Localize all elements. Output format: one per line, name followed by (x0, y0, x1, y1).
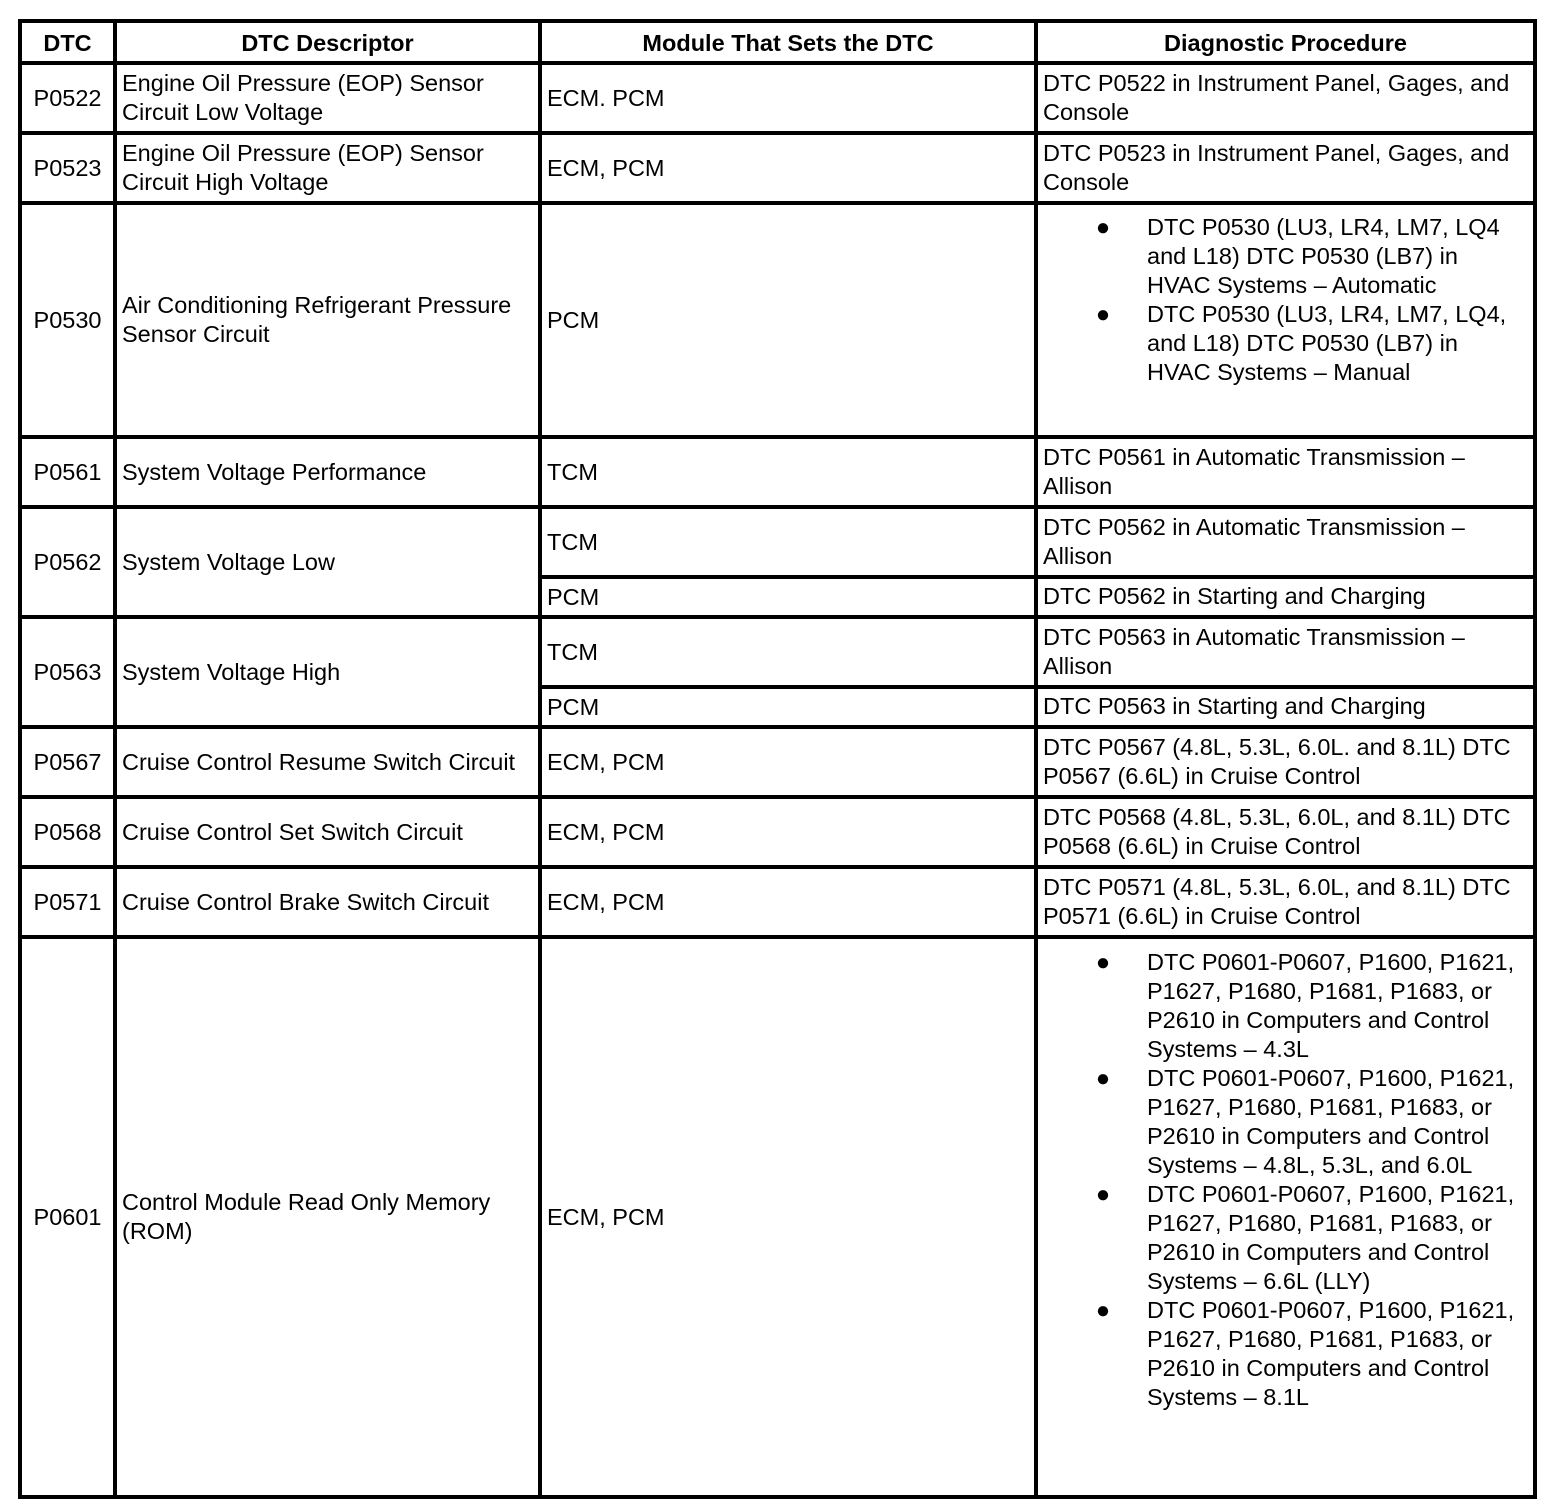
header-module: Module That Sets the DTC (540, 21, 1036, 63)
bullet-icon: ● (1095, 949, 1111, 976)
bullet-icon: ● (1095, 1065, 1111, 1092)
procedure-list (1043, 213, 1527, 387)
dtc-code: P0571 (20, 867, 115, 937)
dtc-code: P0561 (20, 437, 115, 507)
dtc-module: PCM (540, 203, 1036, 437)
bullet-icon: ● (1095, 214, 1111, 241)
header-procedure: Diagnostic Procedure (1036, 21, 1535, 63)
header-descriptor: DTC Descriptor (115, 21, 540, 63)
dtc-descriptor: System Voltage Low (115, 507, 540, 617)
dtc-code: P0530 (20, 203, 115, 437)
dtc-module: TCM (540, 437, 1036, 507)
dtc-procedure: DTC P0523 in Instrument Panel, Gages, and Console (1036, 133, 1535, 203)
table-row (20, 63, 1535, 133)
dtc-code: P0522 (20, 63, 115, 133)
dtc-module: ECM, PCM (540, 937, 1036, 1497)
table-row (20, 867, 1535, 937)
table-row (20, 727, 1535, 797)
procedure-item: DTC P0601-P0607, P1600, P1621, P1627, P1680, P1681, P1683, or P2610 in Computers and Control Systems – 4.3L (1147, 949, 1515, 1062)
table-row (20, 617, 1535, 687)
dtc-procedure (1036, 203, 1535, 437)
bullet-icon: ● (1095, 1297, 1111, 1324)
dtc-table (18, 19, 1537, 1499)
dtc-module: PCM (540, 577, 1036, 617)
dtc-procedure: DTC P0562 in Starting and Charging (1036, 577, 1535, 617)
dtc-descriptor: Control Module Read Only Memory (ROM) (115, 937, 540, 1497)
dtc-descriptor: Engine Oil Pressure (EOP) Sensor Circuit Low Voltage (115, 63, 540, 133)
list-item (1043, 948, 1527, 1064)
dtc-module: TCM (540, 507, 1036, 577)
dtc-descriptor: System Voltage High (115, 617, 540, 727)
dtc-code: P0562 (20, 507, 115, 617)
dtc-code: P0601 (20, 937, 115, 1497)
dtc-procedure: DTC P0568 (4.8L, 5.3L, 6.0L, and 8.1L) DTC P0568 (6.6L) in Cruise Control (1036, 797, 1535, 867)
table-row (20, 937, 1535, 1497)
dtc-module: TCM (540, 617, 1036, 687)
list-item (1043, 1296, 1527, 1412)
procedure-item: DTC P0601-P0607, P1600, P1621, P1627, P1680, P1681, P1683, or P2610 in Computers and Control Systems – 8.1L (1147, 1297, 1515, 1410)
dtc-procedure: DTC P0562 in Automatic Transmission – Allison (1036, 507, 1535, 577)
table-row (20, 797, 1535, 867)
dtc-descriptor: Cruise Control Brake Switch Circuit (115, 867, 540, 937)
list-item (1043, 213, 1527, 300)
list-item (1043, 300, 1527, 387)
dtc-module: ECM, PCM (540, 797, 1036, 867)
procedure-item: DTC P0601-P0607, P1600, P1621, P1627, P1680, P1681, P1683, or P2610 in Computers and Control Systems – 6.6L (LLY) (1147, 1181, 1515, 1294)
dtc-descriptor: Air Conditioning Refrigerant Pressure Sensor Circuit (115, 203, 540, 437)
dtc-code: P0563 (20, 617, 115, 727)
dtc-procedure: DTC P0563 in Starting and Charging (1036, 687, 1535, 727)
dtc-module: ECM, PCM (540, 727, 1036, 797)
table-row (20, 133, 1535, 203)
dtc-procedure (1036, 937, 1535, 1497)
dtc-code: P0568 (20, 797, 115, 867)
bullet-icon: ● (1095, 1181, 1111, 1208)
list-item (1043, 1064, 1527, 1180)
dtc-procedure: DTC P0571 (4.8L, 5.3L, 6.0L, and 8.1L) DTC P0571 (6.6L) in Cruise Control (1036, 867, 1535, 937)
dtc-procedure: DTC P0563 in Automatic Transmission – Allison (1036, 617, 1535, 687)
header-dtc: DTC (20, 21, 115, 63)
procedure-item: DTC P0530 (LU3, LR4, LM7, LQ4, and L18) DTC P0530 (LB7) in HVAC Systems – Manual (1147, 301, 1507, 385)
dtc-procedure: DTC P0522 in Instrument Panel, Gages, and Console (1036, 63, 1535, 133)
dtc-descriptor: Cruise Control Resume Switch Circuit (115, 727, 540, 797)
dtc-descriptor: System Voltage Performance (115, 437, 540, 507)
dtc-code: P0523 (20, 133, 115, 203)
dtc-module: ECM, PCM (540, 133, 1036, 203)
dtc-code: P0567 (20, 727, 115, 797)
table-row (20, 437, 1535, 507)
procedure-item: DTC P0601-P0607, P1600, P1621, P1627, P1680, P1681, P1683, or P2610 in Computers and Control Systems – 4.8L, 5.3L, and 6.0L (1147, 1065, 1515, 1178)
dtc-procedure: DTC P0561 in Automatic Transmission – Allison (1036, 437, 1535, 507)
procedure-list (1043, 948, 1527, 1412)
dtc-descriptor: Cruise Control Set Switch Circuit (115, 797, 540, 867)
dtc-module: ECM, PCM (540, 867, 1036, 937)
dtc-module: PCM (540, 687, 1036, 727)
dtc-procedure: DTC P0567 (4.8L, 5.3L, 6.0L. and 8.1L) DTC P0567 (6.6L) in Cruise Control (1036, 727, 1535, 797)
dtc-module: ECM. PCM (540, 63, 1036, 133)
dtc-descriptor: Engine Oil Pressure (EOP) Sensor Circuit High Voltage (115, 133, 540, 203)
table-row (20, 203, 1535, 437)
list-item (1043, 1180, 1527, 1296)
procedure-item: DTC P0530 (LU3, LR4, LM7, LQ4 and L18) DTC P0530 (LB7) in HVAC Systems – Automatic (1147, 214, 1500, 298)
header-row (20, 21, 1535, 63)
table-row (20, 507, 1535, 577)
bullet-icon: ● (1095, 301, 1111, 328)
